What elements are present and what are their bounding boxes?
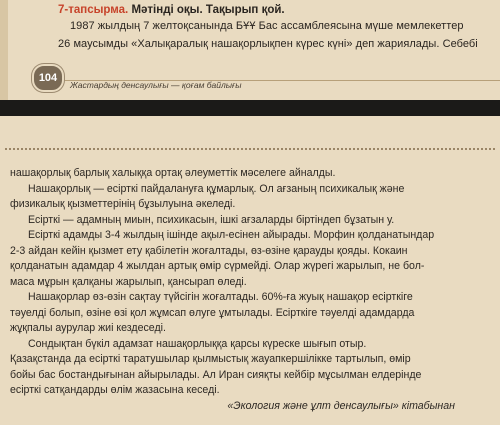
text-line: Есірткі адамды 3-4 жылдың ішінде ақыл-есінен айырады. Морфин қолданатындар: [28, 229, 435, 241]
text-line: Есірткі — адамның миын, психикасын, ішкі ағзаларды біртіндеп бұзатын у.: [28, 213, 395, 226]
text-line: жұқпалы аурулар жиі кездеседі.: [10, 322, 166, 334]
text-line: Нашақорлық — есірткі пайдалануға құмарлық. Ол ағзаның психикалық және: [28, 182, 405, 195]
text-line: маса мұрын қалқаны жарылып, қансырап өледі.: [10, 275, 247, 288]
main-text-block: [10, 166, 455, 414]
text-line: Сондықтан бүкіл адамзат нашақорлыққа қарсы күреске шығып отыр.: [28, 337, 367, 350]
page-number-badge: 104: [32, 64, 64, 92]
page-gap: [0, 100, 500, 116]
text-line: тәуелді болып, өзіне өзі қол жұмсап өлуге ұмтылады. Есірткіге тәуелді адамдарда: [10, 306, 415, 319]
running-header: Жастардың денсаулығы — қоғам байлығы: [70, 80, 242, 90]
intro-line-1: 1987 жылдың 7 желтоқсанында БҰҰ Бас ассамблеясына мүше мемлекеттер: [70, 20, 464, 32]
task-instruction: Мәтінді оқы. Тақырып қой.: [128, 4, 285, 16]
task-heading: [58, 4, 478, 16]
text-line: Қазақстанда да есірткі таратушылар қылмыстық жауапкершілікке тартылып, өмір: [10, 353, 411, 365]
text-line: Нашақорлар өз-өзін сақтау түйсігін жоғалтады. 60%-ға жуық нашақор есірткіге: [28, 291, 413, 303]
main-page: [0, 116, 500, 425]
task-number: 7-тапсырма.: [58, 4, 129, 16]
dotted-divider: [5, 148, 495, 150]
text-line: қолданатын адамдар 4 жылдан артық өмір сүрмейді. Олар жүрегі жарылып, не бол-: [10, 260, 425, 272]
text-line: бойы бас бостандығынан айырылады. Ал Иран сияқты кейбір мұсылман елдерінде: [10, 368, 422, 381]
text-line: 2-3 айдан кейін қызмет ету қабілетін жоғалтады, өз-өзіне қарауды қояды. Кокаин: [10, 244, 408, 257]
text-line: есірткі сатқандарды өлім жазасына кеседі.: [10, 384, 220, 396]
previous-page-fragment: [0, 0, 500, 100]
intro-line-2: 26 маусымды «Халықаралық нашақорлықпен күрес күні» деп жариялады. Себебі: [58, 38, 478, 50]
text-line: нашақорлық барлық халыққа ортақ әлеуметтік мәселеге айналды.: [10, 167, 336, 179]
text-line: физикалық қызметтерінің бұзылуына әкеледі.: [10, 198, 236, 210]
source-citation: «Экология және ұлт денсаулығы» кітабынан: [227, 399, 455, 412]
